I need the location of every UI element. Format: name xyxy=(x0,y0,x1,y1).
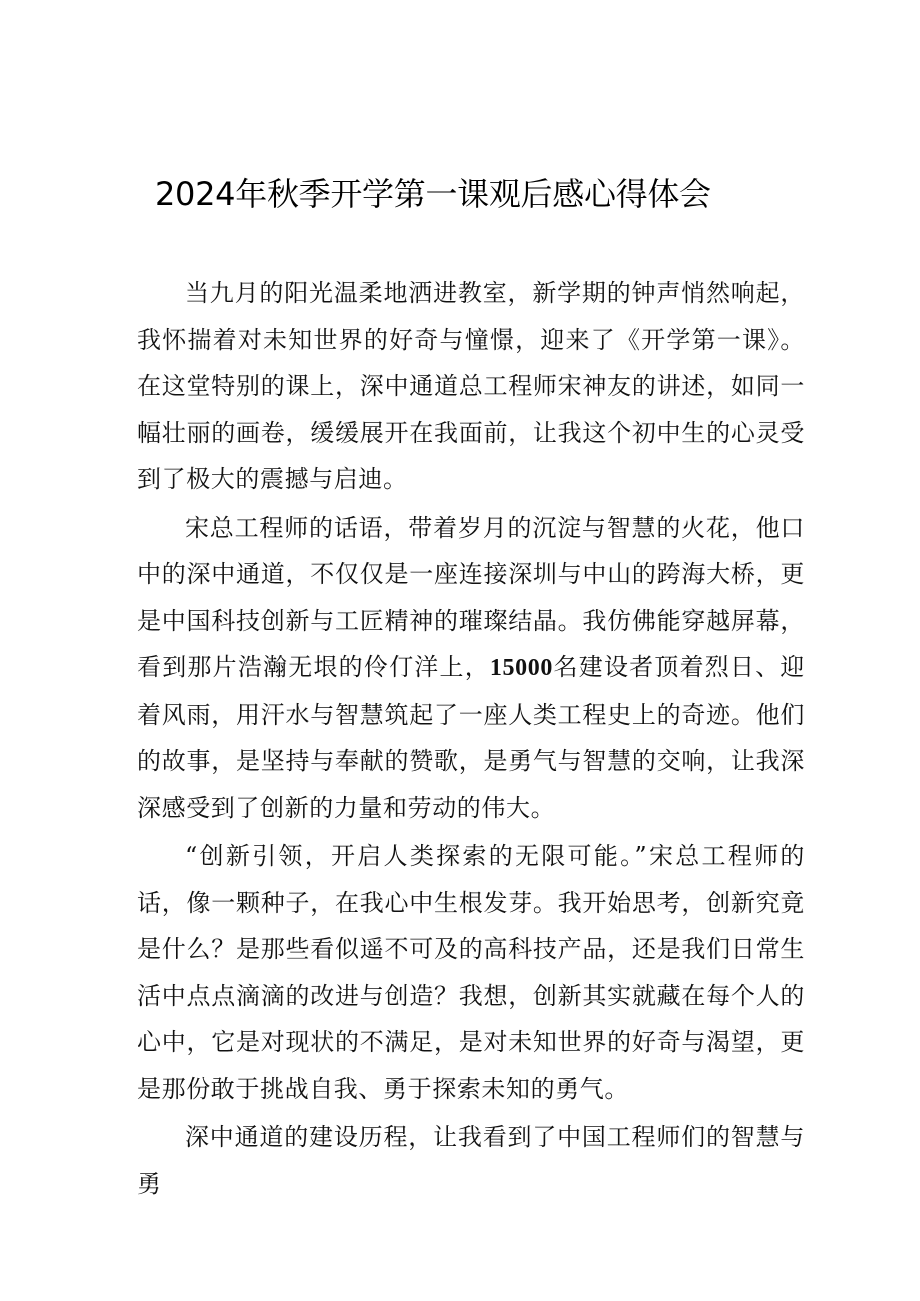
paragraph-2-text-b: 名建设者顶着烈日、迎着风雨，用汗水与智慧筑起了一座人类工程史上的奇迹。他们的故事，是坚持与奉献的赞歌，是勇气与智慧的交响，让我深深感受到了创新的力量和劳动的伟大。 xyxy=(137,653,806,822)
paragraph-4: 深中通道的建设历程，让我看到了中国工程师们的智慧与勇 xyxy=(137,1123,805,1198)
paragraph-1: 当九月的阳光温柔地洒进教室，新学期的钟声悄然响起，我怀揣着对未知世界的好奇与憧憬，迎来了《开学第一课》。在这堂特别的课上，深中通道总工程师宋神友的讲述，如同一幅壮丽的画卷，缓缓展开在我面前，让我这个初中生的心灵受到了极大的震撼与启迪。 xyxy=(137,279,805,493)
paragraph-3: “创新引领，开启人类探索的无限可能。”宋总工程师的话，像一颗种子，在我心中生根发芽。我开始思考，创新究竟是什么？是那些看似遥不可及的高科技产品，还是我们日常生活中点点滴滴的改进与创造？我想，创新其实就藏在每个人的心中，它是对现状的不满足，是对未知世界的好奇与渴望，更是那份敢于挑战自我、勇于探索未知的勇气。 xyxy=(137,842,805,1103)
paragraph-2-number: 15000 xyxy=(489,655,553,681)
document-title: 2024年秋季开学第一课观后感心得体会 xyxy=(155,175,711,213)
paragraph-2 xyxy=(137,505,805,832)
document-body xyxy=(137,270,805,1209)
paragraph-2-text-a: 宋总工程师的话语，带着岁月的沉淀与智慧的火花，他口中的深中通道，不仅仅是一座连接深圳与中山的跨海大桥，更是中国科技创新与工匠精神的璀璨结晶。我仿佛能穿越屏幕，看到那片浩瀚无垠的伶仃洋上， xyxy=(137,513,805,681)
